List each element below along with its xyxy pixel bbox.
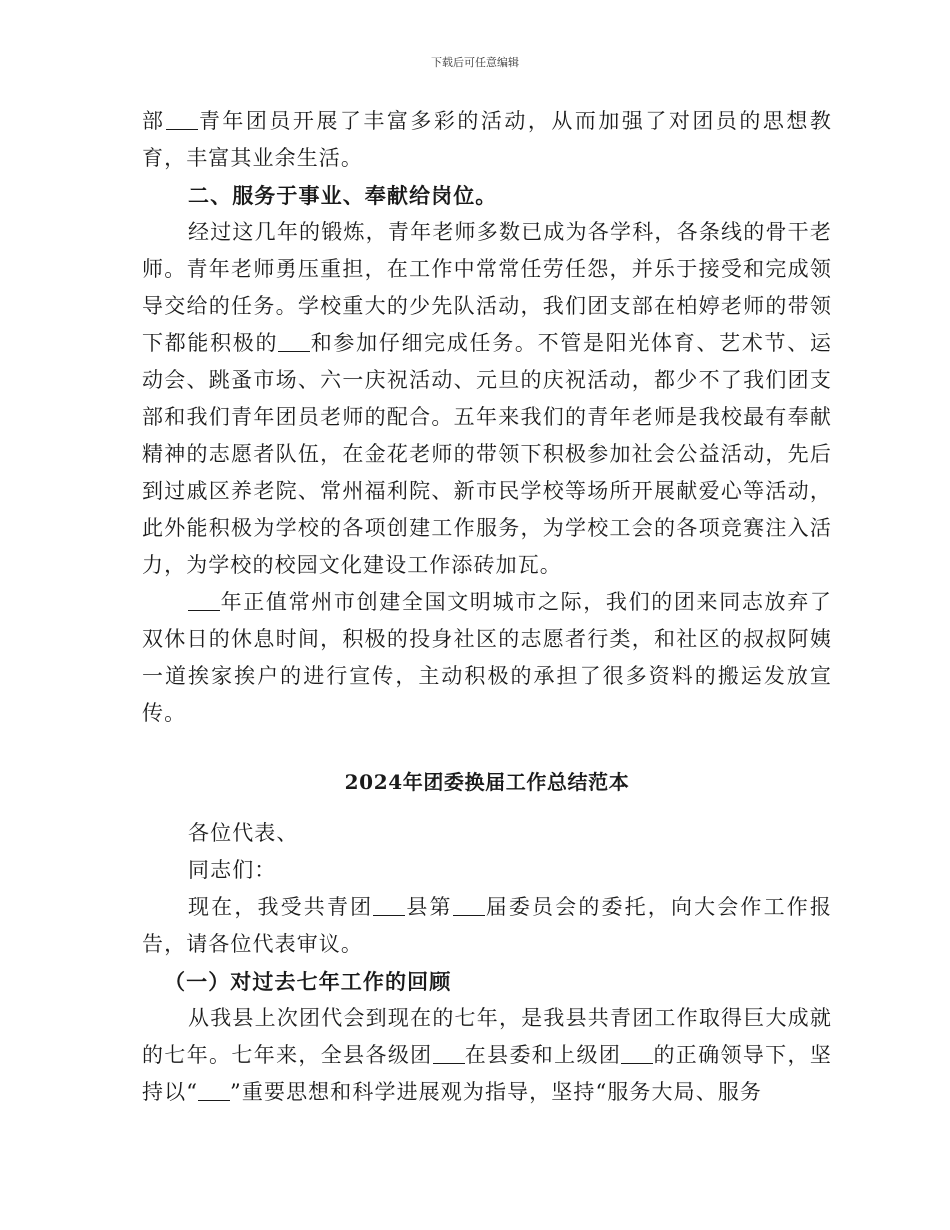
paragraph-5-part-d: ”重要思想和科学进展观为指导，坚持“服务大局、服务 bbox=[230, 1080, 763, 1104]
fill-blank bbox=[166, 109, 198, 130]
fill-blank bbox=[198, 1080, 230, 1101]
fill-blank bbox=[621, 1043, 653, 1064]
paragraph-4-part-a: 现在，我受共青团 bbox=[188, 895, 374, 919]
paragraph-5-part-a: 从我县上次团代会到现在的七年，是我县共青团工作取得巨大成就的七年。七年来，全县各级团 bbox=[142, 1006, 832, 1067]
fill-blank bbox=[453, 895, 485, 916]
paragraph-5 bbox=[142, 1000, 832, 1111]
paragraph-5-part-c: 的正确领导下，坚持以“ bbox=[142, 1043, 832, 1104]
fill-blank bbox=[278, 331, 310, 352]
document-body bbox=[142, 103, 832, 1111]
paragraph-3 bbox=[142, 584, 832, 732]
fill-blank bbox=[433, 1043, 465, 1064]
paragraph-5-part-b: 在县委和上级团 bbox=[464, 1043, 622, 1067]
fill-blank bbox=[373, 895, 405, 916]
paragraph-2 bbox=[142, 214, 832, 584]
paragraph-2-start: 经过这几年的锻炼，青年老师多数已成为各学科，各条线的骨干老师。青年老师勇压重担，在工作中常常任劳任怨，并乐于接受和完成领导交给的任务。学校重大的少先队活动，我们团支部在柏婷老师的带领下都能积极的 bbox=[142, 220, 832, 355]
paragraph-3-text: 年正值常州市创建全国文明城市之际，我们的团来同志放弃了双休日的休息时间，积极的投身社区的志愿者行类，和社区的叔叔阿姨一道挨家挨户的进行宣传，主动积极的承担了很多资料的搬运发放宣传。 bbox=[142, 590, 832, 725]
paragraph-1 bbox=[142, 103, 832, 177]
section-heading-2: 二、服务于事业、奉献给岗位。 bbox=[188, 183, 498, 208]
greeting-line-2: 同志们： bbox=[188, 858, 277, 882]
fill-blank bbox=[188, 590, 220, 611]
document-title: 2024年团委换届工作总结范本 bbox=[344, 770, 630, 794]
paragraph-1-start: 部 bbox=[142, 109, 166, 133]
paragraph-2-rest: 和参加仔细完成任务。不管是阳光体育、艺术节、运动会、跳蚤市场、六一庆祝活动、元旦的庆祝活动，都少不了我们团支部和我们青年团员老师的配合。五年来我们的青年老师是我校最有奉献精神的志愿者队伍，在金花老师的带领下积极参加社会公益活动，先后到过戚区养老院、常州福利院、新市民学校等场所开展献爱心等活动，此外能积极为学校的各项创建工作服务，为学校工会的各项竞赛注入活力，为学校的校园文化建设工作添砖加瓦。 bbox=[142, 331, 832, 577]
page-header: 下载后可任意编辑 bbox=[431, 56, 519, 69]
review-heading: （一）对过去七年工作的回顾 bbox=[164, 969, 452, 994]
paragraph-4 bbox=[142, 889, 832, 963]
paragraph-4-part-b: 县第 bbox=[405, 895, 453, 919]
greeting-line-1: 各位代表、 bbox=[188, 821, 299, 845]
paragraph-1-rest: 青年团员开展了丰富多彩的活动，从而加强了对团员的思想教育，丰富其业余生活。 bbox=[142, 109, 832, 170]
paragraph-4-part-c: 届委员会的委托，向大会作工作报告，请各位代表审议。 bbox=[142, 895, 832, 956]
